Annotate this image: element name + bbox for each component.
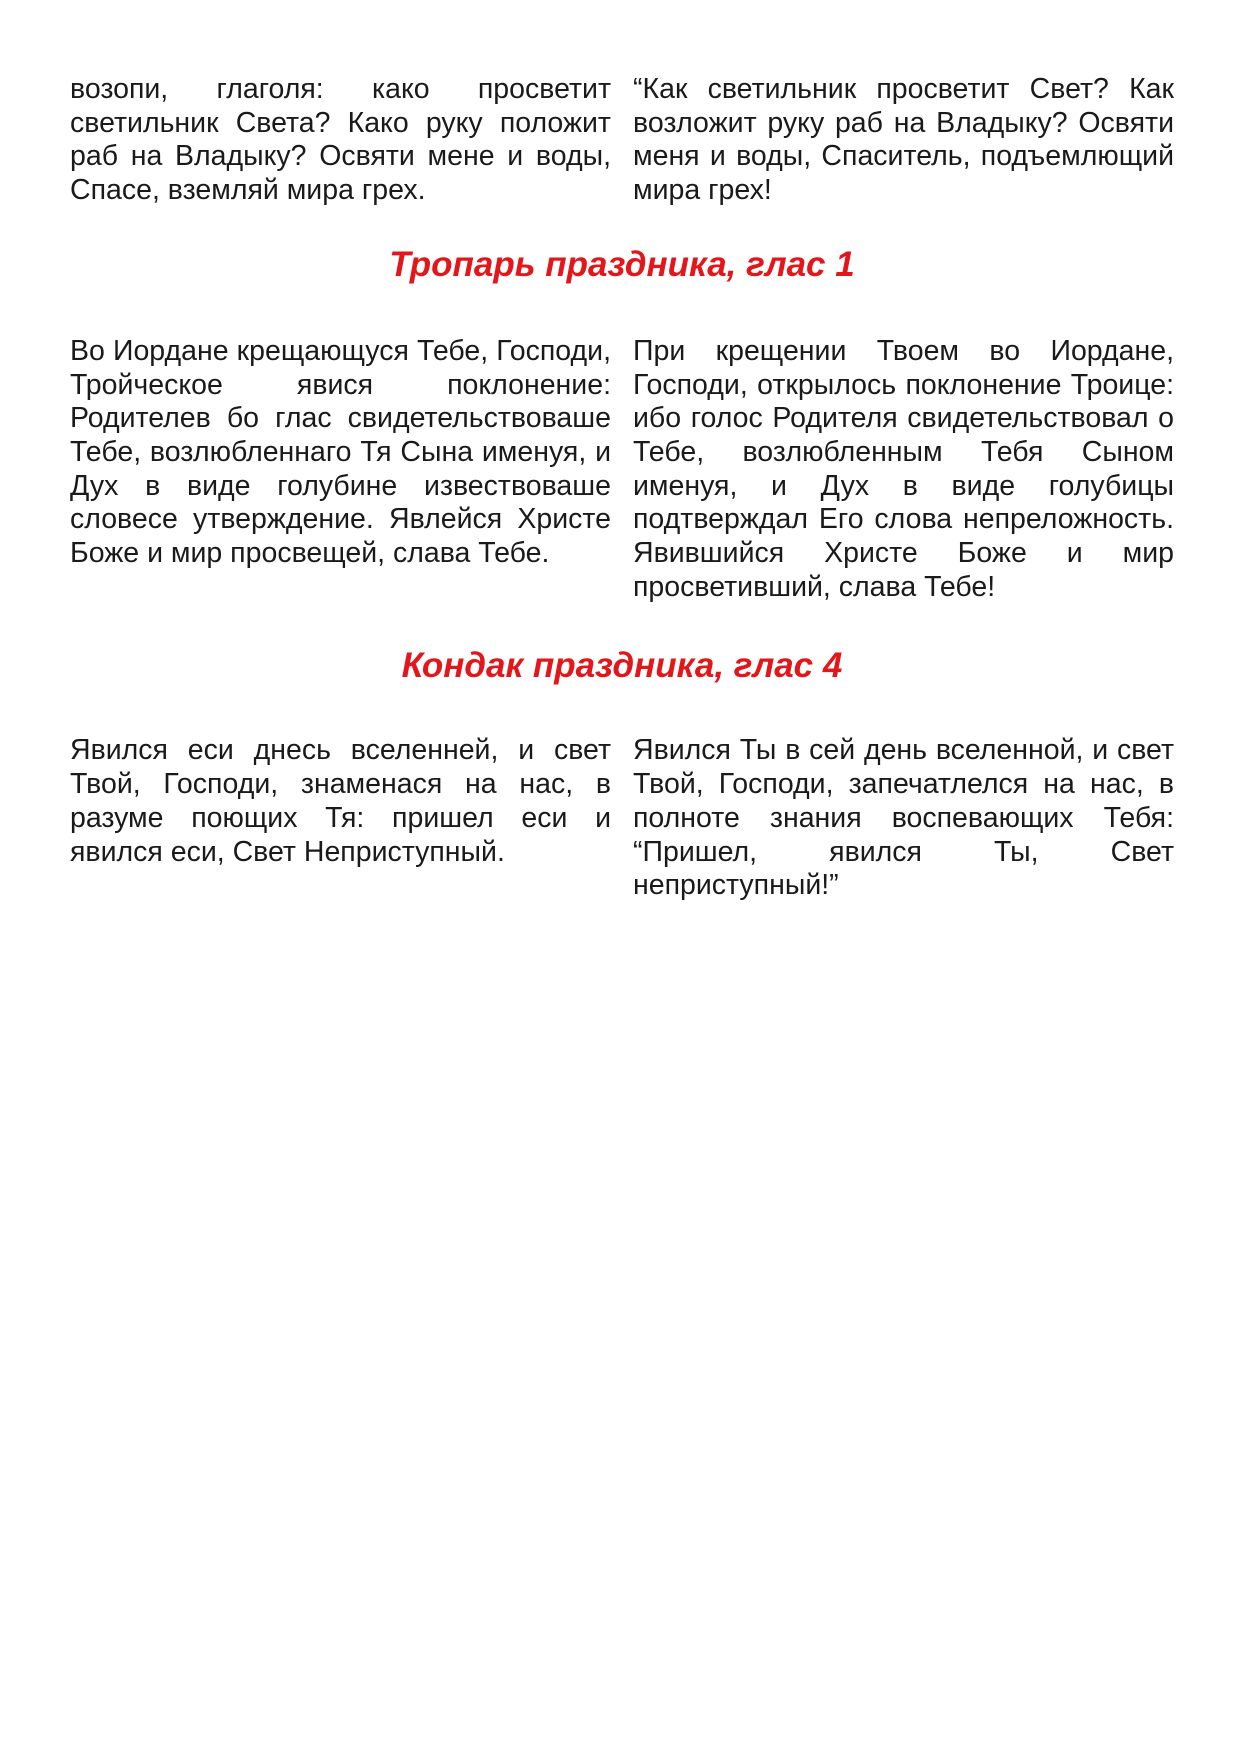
- russian-translation-text: При крещении Твоем во Иордане, Господи, открылось поклонение Троице: ибо голос Родителя свидетельствовал о Тебе, возлюбленным Тебя Сыном именуя, и Дух в виде голубицы подтверждал Его слова непреложность. Явившийся Христе Боже и мир просветивший, слава Тебе!: [633, 334, 1174, 603]
- text-block-kontakion: [70, 734, 1174, 903]
- russian-translation-text: Явился Ты в сей день вселенной, и свет Твой, Господи, запечатлелся на нас, в полноте знания воспевающих Тебя: “Пришел, явился Ты, Свет неприступный!”: [633, 734, 1174, 902]
- russian-translation-text: “Как светильник просветит Свет? Как возложит руку раб на Владыку? Освяти меня и воды, Спаситель, подъемлющий мира грех!: [633, 73, 1174, 207]
- church-slavonic-text: возопи, глаголя: како просветит светильник Света? Како руку положит раб на Владыку? Освяти мене и воды, Спасе, вземляй мира грех.: [70, 73, 611, 207]
- church-slavonic-text: Во Иордане крещающуся Тебе, Господи, Тройческое явися поклонение: Родителев бо глас свидетельствоваше Тебе, возлюбленнаго Тя Сына именуя, и Дух в виде голубине извествоваше словесе утверждение. Явлейся Христе Боже и мир просвещей, слава Тебе.: [70, 334, 611, 570]
- troparion-heading: Тропарь праздника, глас 1: [389, 244, 855, 284]
- text-block-troparion: [70, 335, 1174, 605]
- text-block-continuation: [70, 73, 1174, 208]
- church-slavonic-text: Явился еси днесь вселенней, и свет Твой, Господи, знаменася на нас, в разуме поющих Тя: пришел еси и явился еси, Свет Неприступный.: [70, 734, 611, 868]
- kontakion-heading: Кондак праздника, глас 4: [401, 646, 843, 686]
